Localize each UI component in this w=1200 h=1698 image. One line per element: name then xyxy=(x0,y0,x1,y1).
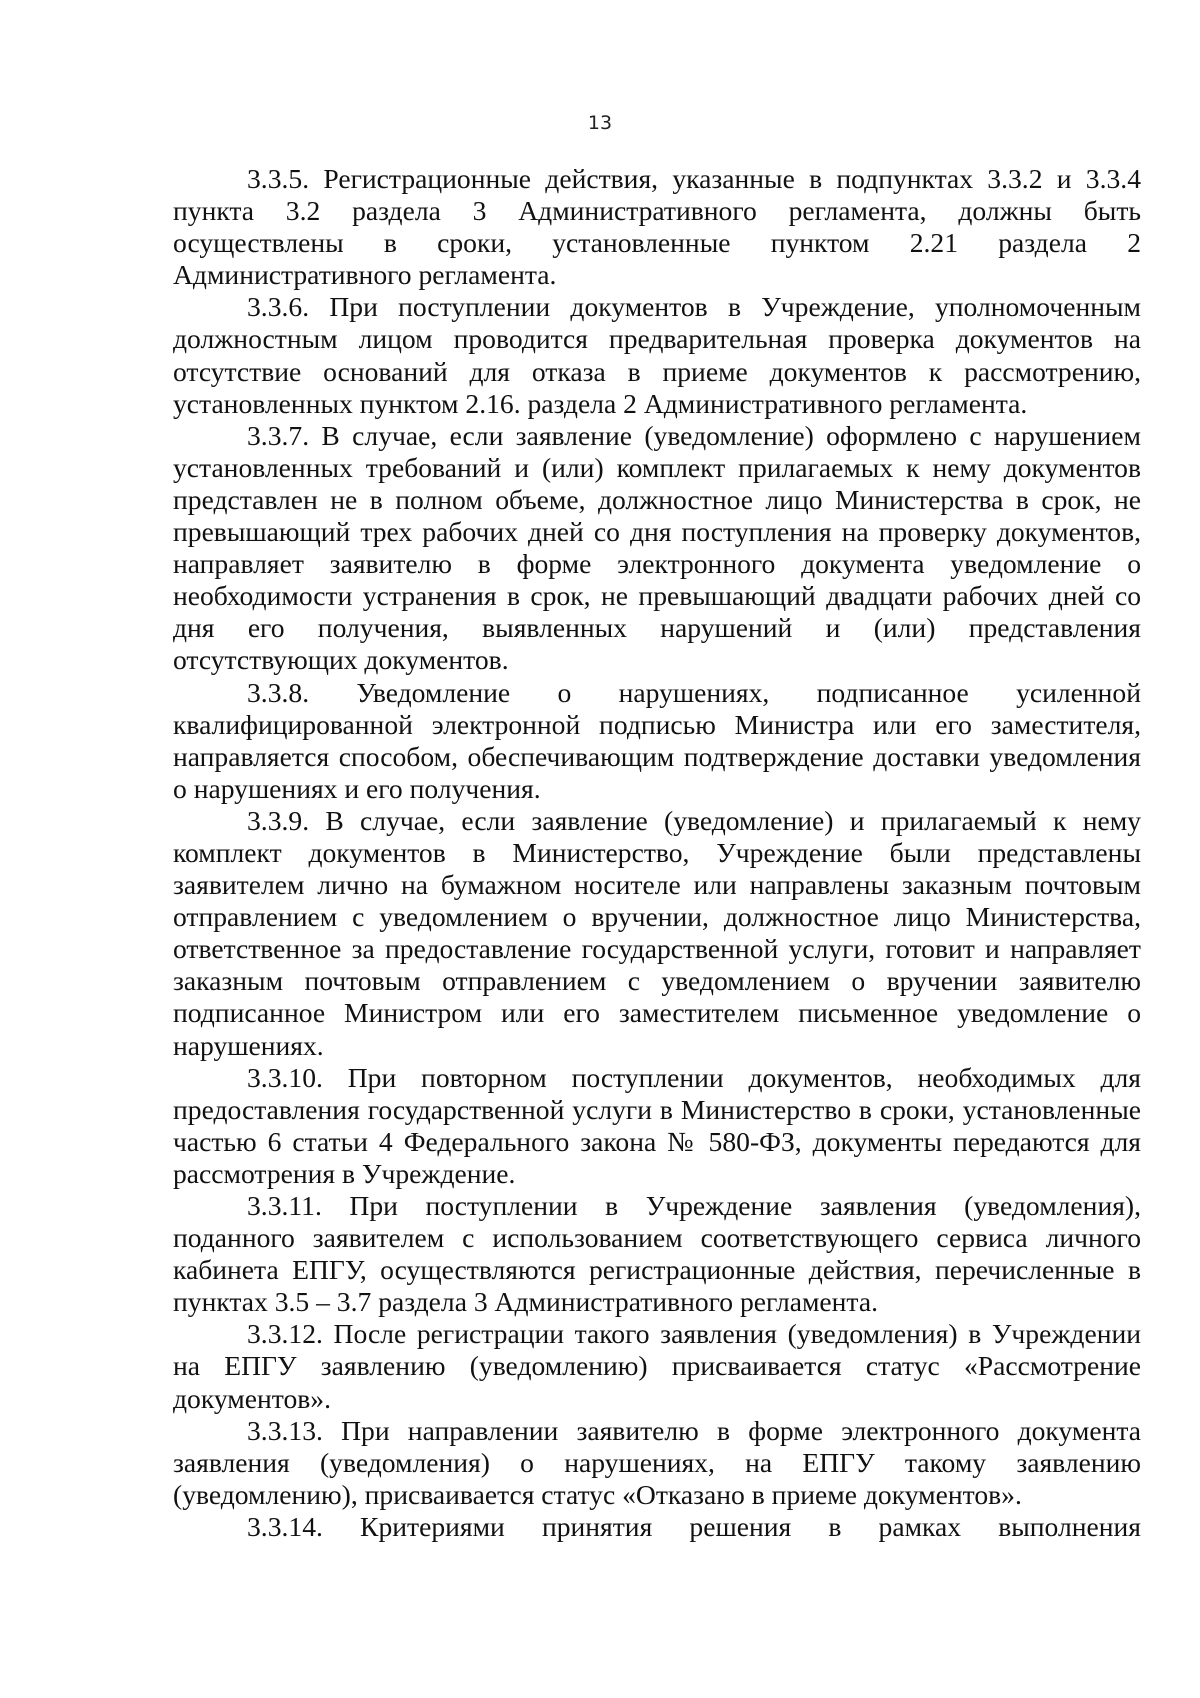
paragraph-3-3-5: 3.3.5. Регистрационные действия, указанные в подпунктах 3.3.2 и 3.3.4 пункта 3.2 раздела 3 Административного регламента, должны быть осуществлены в сроки, установленные пунктом 2.21 раздела 2 Административного регламента. xyxy=(173,163,1141,291)
paragraph-3-3-7: 3.3.7. В случае, если заявление (уведомление) оформлено с нарушением установленных требований и (или) комплект прилагаемых к нему документов представлен не в полном объеме, должностное лицо Министерства в срок, не превышающий трех рабочих дней со дня поступления на проверку документов, направляет заявителю в форме электронного документа уведомление о необходимости устранения в срок, не превышающий двадцати рабочих дней со дня его получения, выявленных нарушений и (или) представления отсутствующих документов. xyxy=(173,419,1141,676)
paragraph-3-3-6: 3.3.6. При поступлении документов в Учреждение, уполномоченным должностным лицом проводится предварительная проверка документов на отсутствие оснований для отказа в приеме документов к рассмотрению, установленных пунктом 2.16. раздела 2 Административного регламента. xyxy=(173,291,1141,419)
paragraph-3-3-10: 3.3.10. При повторном поступлении документов, необходимых для предоставления государственной услуги в Министерство в сроки, установленные частью 6 статьи 4 Федерального закона № 580-ФЗ, документы передаются для рассмотрения в Учреждение. xyxy=(173,1061,1141,1189)
paragraph-3-3-13: 3.3.13. При направлении заявителю в форме электронного документа заявления (уведомления) о нарушениях, на ЕПГУ такому заявлению (уведомлению), присваивается статус «Отказано в приеме документов». xyxy=(173,1414,1141,1510)
page-number: 13 xyxy=(587,112,613,134)
paragraph-3-3-9: 3.3.9. В случае, если заявление (уведомление) и прилагаемый к нему комплект документов в Министерство, Учреждение были представлены заявителем лично на бумажном носителе или направлены заказным почтовым отправлением с уведомлением о вручении, должностное лицо Министерства, ответственное за предоставление государственной услуги, готовит и направляет заказным почтовым отправлением с уведомлением о вручении заявителю подписанное Министром или его заместителем письменное уведомление о нарушениях. xyxy=(173,804,1141,1061)
paragraph-3-3-11: 3.3.11. При поступлении в Учреждение заявления (уведомления), поданного заявителем с использованием соответствующего сервиса личного кабинета ЕПГУ, осуществляются регистрационные действия, перечисленные в пунктах 3.5 – 3.7 раздела 3 Административного регламента. xyxy=(173,1190,1141,1318)
paragraph-3-3-14: 3.3.14. Критериями принятия решения в рамках выполнения xyxy=(247,1510,1141,1542)
paragraph-3-3-8: 3.3.8. Уведомление о нарушениях, подписанное усиленной квалифицированной электронной подписью Министра или его заместителя, направляется способом, обеспечивающим подтверждение доставки уведомления о нарушениях и его получения. xyxy=(173,676,1141,804)
document-body xyxy=(173,163,1141,1543)
paragraph-3-3-12: 3.3.12. После регистрации такого заявления (уведомления) в Учреждении на ЕПГУ заявлению (уведомлению) присваивается статус «Рассмотрение документов». xyxy=(173,1318,1141,1414)
